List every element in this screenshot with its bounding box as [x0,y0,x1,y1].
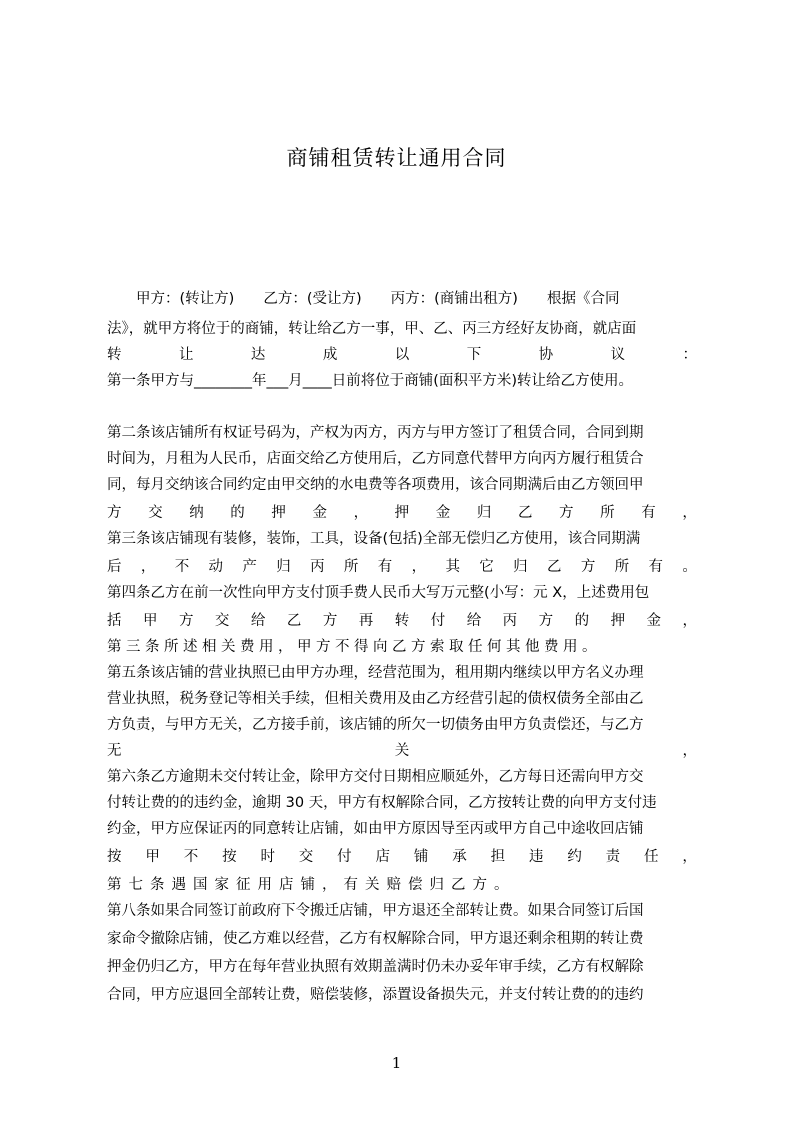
justified-char: 时 [260,849,275,865]
justified-char: 担 [490,849,506,865]
body-line [107,844,697,870]
justified-char: ， [682,743,697,759]
justified-char: 它 [479,559,494,575]
justified-char: ： [682,347,697,363]
justified-char: 金 [435,505,451,521]
justified-char: 任 [644,849,659,865]
justified-char: 动 [208,559,224,575]
body-line: 时间为，月租为人民币，店面交给乙方使用后，乙方同意代替甲方向丙方履行租赁合 [107,451,644,467]
justified-char: 无 [107,743,122,759]
justified-char: 方 [178,613,194,629]
justified-char: 丙 [310,559,325,575]
body-line: 甲方：(转让方) 乙方：(受让方) 丙方：(商铺出租方) 根据《合同 [107,291,620,307]
justified-char: 归 [513,559,528,575]
body-line: 约金，甲方应保证丙的同意转让店铺，如由甲方原因导至丙或甲方自己中途收回店铺 [107,821,644,837]
justified-char: 金 [646,613,662,629]
justified-char: 违 [528,849,544,865]
body-line: 押金仍归乙方，甲方在每年营业执照有效期盖满时仍未办妥年审手续，乙方有权解除 [107,959,644,975]
justified-char: 给 [250,613,266,629]
body-line: 营业执照，税务登记等相关手续，但相关费用及由乙方经营引起的债权债务全部由乙 [107,691,644,707]
page-number: 1 [391,1054,402,1072]
justified-char: 不 [174,559,190,575]
justified-char: ， [682,849,697,865]
justified-char: 押 [271,505,286,521]
justified-char: 关 [394,743,410,759]
justified-char: 其 [445,559,460,575]
justified-char: 括 [107,613,122,629]
justified-char: 付 [430,613,446,629]
body-line: 付转让费的的违约金，逾期 30 天，甲方有权解除合同，乙方按转让费的向甲方支付违 [107,795,657,811]
justified-char: 乙 [546,559,562,575]
body-line: 法》，就甲方将位于的商铺，转让给乙方一事，甲、乙、丙三方经好友协商，就店面 [107,321,637,337]
justified-char: 归 [276,559,291,575]
justified-char: ， [682,613,697,629]
justified-char: 协 [538,347,554,363]
justified-char: 金 [312,505,327,521]
contract-body [107,0,697,1122]
justified-char: 甲 [145,849,160,865]
justified-char: 议 [610,347,626,363]
justified-char: 押 [394,505,410,521]
body-line [107,608,697,634]
justified-char: 有 [377,559,393,575]
justified-char: 乙 [286,613,302,629]
justified-char: 甲 [142,613,158,629]
justified-char: 按 [222,849,237,865]
justified-char: 成 [322,347,338,363]
body-line: 第一条甲方与________年___月____日前将位于商铺(面积平方米)转让给乙方使用。 [107,373,634,389]
justified-char: 乙 [517,505,533,521]
justified-char: 所 [600,505,615,521]
justified-char: ， [411,559,427,575]
body-line: 第五条该店铺的营业执照已由甲方办理，经营范围为，租用期内继续以甲方名义办理 [107,665,644,681]
justified-char: 方 [322,613,338,629]
justified-char: ， [682,505,697,521]
justified-char: 所 [614,559,630,575]
justified-char: 责 [605,849,621,865]
justified-char: 方 [538,613,554,629]
body-line: 第二条该店铺所有权证号码为，产权为丙方，丙方与甲方签订了租赁合同，合同到期 [107,425,644,441]
justified-char: 按 [107,849,122,865]
body-line: 家命令撤除店铺，使乙方难以经营，乙方有权解除合同，甲方退还剩余租期的转让费 [107,931,644,947]
justified-char: 以 [394,347,410,363]
body-line: 合同，甲方应退回全部转让费，赔偿装修，添置设备损失元，并支付转让费的的违约 [107,987,644,1003]
justified-char: 归 [476,505,492,521]
justified-char: 的 [230,505,245,521]
justified-char: 铺 [413,849,429,865]
justified-char: 约 [567,849,582,865]
justified-char: 付 [337,849,352,865]
justified-char: 押 [610,613,626,629]
justified-char: 下 [466,347,482,363]
justified-char: 不 [183,849,199,865]
body-line: 第八条如果合同签订前政府下令搬迁店铺，甲方退还全部转让费。如果合同签订后国 [107,903,644,919]
justified-char: 交 [148,505,163,521]
body-line: 同，每月交纳该合同约定由甲交纳的水电费等各项费用，该合同期满后由乙方领回甲 [107,477,644,493]
justified-char: 店 [375,849,391,865]
justified-char: 承 [452,849,467,865]
justified-char: 后 [107,559,122,575]
body-line: 第三条所述相关费用，甲方不得向乙方索取任何其他费用。 [107,639,601,655]
body-line [107,738,697,764]
justified-char: ， [353,505,369,521]
body-line: 第六条乙方逾期未交付转让金，除甲方交付日期相应顺延外，乙方每日还需向甲方交 [107,769,644,785]
justified-char: 。 [682,559,697,575]
body-line [107,500,697,526]
justified-char: 所 [343,559,359,575]
justified-char: 达 [250,347,266,363]
document-title: 商铺租赁转让通用合同 [286,146,507,170]
justified-char: 再 [358,613,374,629]
justified-char: 丙 [502,613,518,629]
justified-char: 的 [574,613,590,629]
justified-char: 交 [298,849,314,865]
body-line [107,342,697,368]
justified-char: ， [140,559,156,575]
body-line: 第四条乙方在前一次性向甲方支付顶手费人民币大写万元整(小写：元 X，上述费用包 [107,585,650,601]
justified-char: 方 [580,559,596,575]
body-line: 第三条该店铺现有装修，装饰，工具，设备(包括)全部无偿归乙方使用，该合同期满 [107,531,641,547]
justified-char: 转 [394,613,410,629]
justified-char: 转 [107,347,122,363]
body-line: 方负责，与甲方无关，乙方接手前，该店铺的所欠一切债务由甲方负责偿还，与乙方 [107,717,644,733]
justified-char: 有 [648,559,663,575]
justified-char: 让 [178,347,194,363]
justified-char: 交 [214,613,230,629]
justified-char: 方 [107,505,122,521]
justified-char: 方 [559,505,574,521]
justified-char: 产 [242,559,257,575]
body-line [107,554,697,580]
body-line: 第七条遇国家征用店铺，有关赔偿归乙方。 [107,877,516,893]
justified-char: 有 [641,505,656,521]
justified-char: 给 [466,613,482,629]
justified-char: 纳 [189,505,204,521]
